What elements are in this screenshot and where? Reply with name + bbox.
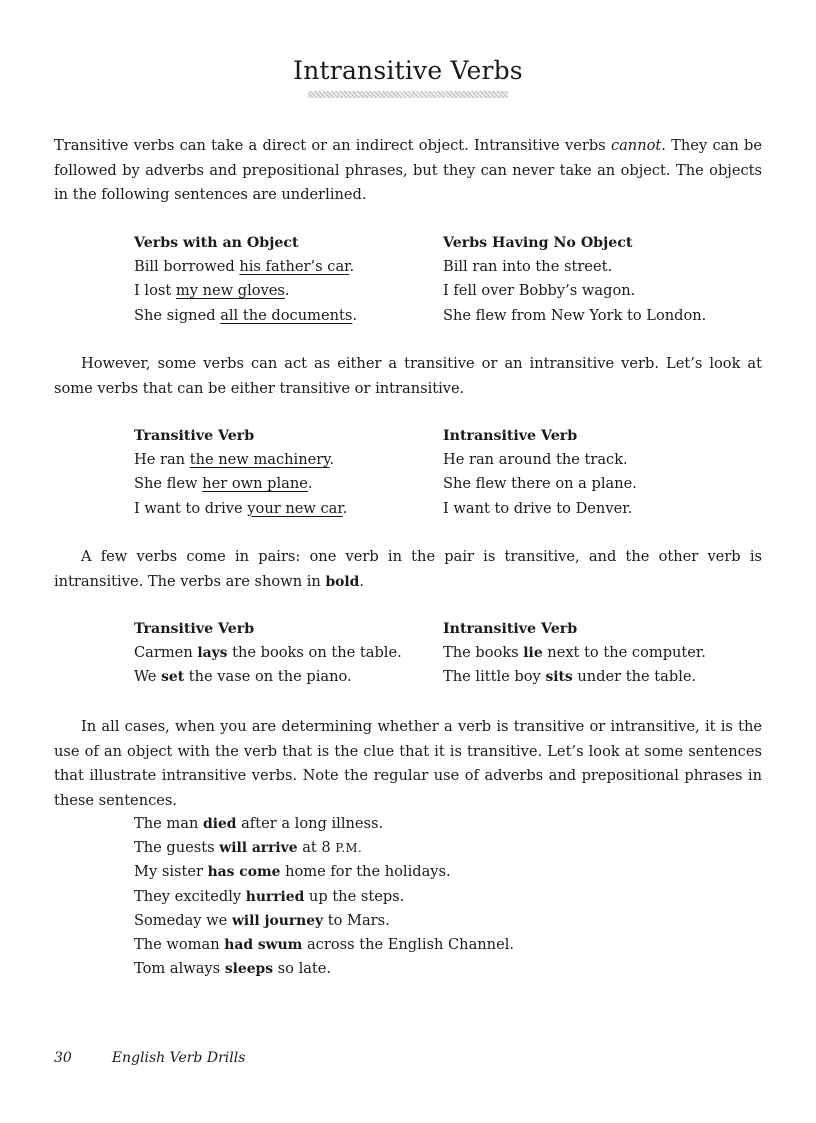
sentence-text: We — [134, 668, 162, 686]
list-item — [134, 885, 514, 909]
underlined-object: my new gloves — [175, 282, 285, 300]
left-column — [134, 231, 357, 328]
sentence-text: Carmen — [134, 644, 198, 662]
intro-text-2: . They can be followed by adverbs and prepositional phrases, but they can never take an object. The objects in the following sentences are underlined. — [54, 137, 762, 204]
sentence-text: He ran — [134, 451, 190, 469]
sentence-end: the books on the table. — [227, 644, 402, 662]
list-item — [134, 860, 514, 884]
column-heading: Transitive Verb — [134, 428, 255, 444]
sentence-text: She flew — [134, 475, 203, 493]
page-number: 30 — [54, 1050, 72, 1066]
sentence-end: under the table. — [572, 668, 697, 686]
intransitive-examples-list — [134, 812, 514, 981]
sentence-end: the vase on the piano. — [184, 668, 352, 686]
sentence-text: The guests — [134, 839, 220, 857]
list-item — [134, 957, 514, 981]
bold-verb: lie — [523, 645, 543, 662]
sentence-end: after a long illness. — [236, 815, 384, 832]
book-title: English Verb Drills — [111, 1050, 246, 1066]
paragraph-verb-pairs — [54, 545, 762, 594]
sentence-end: . — [349, 258, 355, 276]
example-sentence: She flew there on a plane. — [443, 475, 637, 493]
example-sentence — [443, 641, 706, 665]
bold-verb: hurried — [245, 888, 305, 905]
sentence-end: so late. — [273, 960, 332, 978]
example-sentence: I fell over Bobby’s wagon. — [443, 282, 636, 300]
example-sentence: He ran around the track. — [443, 451, 628, 469]
bold-word: bold — [325, 573, 360, 590]
intro-text-1: Transitive verbs can take a direct or an indirect object. Intransitive verbs — [54, 137, 611, 154]
example-sentence — [443, 665, 706, 689]
example-sentence: I want to drive to Denver. — [443, 499, 633, 517]
paragraph-all-cases: In all cases, when you are determining whether a verb is transitive or intransitive, it is the use of an object with the verb that is the clue that it is transitive. Let’s look at some sentences that illustrate intransitive verbs. Note the regular use of adverbs and prepositional phrases in these sentences. — [54, 718, 762, 809]
list-item — [134, 909, 514, 933]
list-item — [134, 933, 514, 957]
page-title: Intransitive Verbs — [293, 56, 523, 85]
left-column — [134, 617, 402, 690]
column-heading: Intransitive Verb — [443, 428, 578, 444]
intro-paragraph — [54, 134, 762, 208]
example-sentence — [134, 448, 347, 472]
underlined-object: his father’s car — [239, 258, 350, 276]
paragraph-either-verbs: However, some verbs can act as either a transitive or an intransitive verb. Let’s look at some verbs that can be either transitive or intransitive. — [54, 355, 762, 397]
right-column — [443, 617, 706, 690]
paragraph-text: A few verbs come in pairs: one verb in the pair is transitive, and the other verb is intransitive. The verbs are shown in — [54, 548, 762, 590]
sentence-text: She signed — [134, 306, 221, 324]
example-sentence — [134, 641, 402, 665]
bold-verb: lays — [197, 645, 228, 662]
paragraph-end: . — [359, 572, 364, 590]
bold-verb: will arrive — [219, 840, 298, 857]
bold-verb: has come — [207, 864, 281, 881]
sentence-end: . — [352, 306, 357, 324]
right-column — [443, 231, 706, 328]
column-heading: Verbs with an Object — [134, 235, 299, 251]
example-sentence — [134, 472, 347, 496]
title-decorative-rule — [308, 91, 508, 98]
sentence-text: The man — [134, 815, 203, 832]
bold-verb: will journey — [231, 912, 324, 929]
sentence-text: They excitedly — [134, 887, 246, 905]
column-heading: Intransitive Verb — [443, 621, 578, 637]
page-footer — [54, 1050, 245, 1066]
sentence-end: at 8 — [297, 839, 336, 857]
sentence-end: . — [342, 499, 348, 517]
underlined-object: the new machinery — [189, 451, 330, 469]
sentence-end: . — [329, 451, 335, 469]
column-heading: Verbs Having No Object — [443, 235, 633, 251]
bold-verb: sleeps — [224, 961, 274, 978]
left-column — [134, 424, 347, 521]
example-sentence — [134, 279, 357, 303]
sentence-end: . — [307, 475, 313, 493]
bold-verb: set — [161, 669, 185, 686]
sentence-text: Tom always — [134, 960, 225, 978]
underlined-object: your new car — [247, 499, 343, 517]
example-sentence — [134, 255, 357, 279]
intro-emphasis: cannot — [610, 137, 662, 154]
example-sentence — [134, 497, 347, 521]
sentence-end: to Mars. — [323, 911, 390, 929]
list-item — [134, 836, 514, 860]
column-heading: Transitive Verb — [134, 621, 255, 637]
bold-verb: sits — [545, 669, 573, 686]
underlined-object: all the documents — [220, 306, 353, 324]
example-sentence: Bill ran into the street. — [443, 258, 613, 276]
example-sentence — [134, 304, 357, 328]
sentence-text: Someday we — [134, 911, 232, 929]
sentence-end: home for the holidays. — [280, 863, 451, 881]
time-abbreviation: P.M. — [335, 841, 363, 856]
example-sentence: She flew from New York to London. — [443, 306, 707, 324]
sentence-text: I lost — [134, 282, 176, 300]
underlined-object: her own plane — [202, 475, 308, 493]
sentence-end: . — [284, 282, 290, 300]
sentence-end: across the English Channel. — [302, 936, 515, 954]
bold-verb: had swum — [224, 937, 303, 954]
list-item — [134, 812, 514, 836]
sentence-text: The little boy — [443, 668, 546, 686]
sentence-end: up the steps. — [304, 887, 405, 905]
sentence-text: My sister — [134, 863, 208, 881]
sentence-text: The woman — [134, 936, 225, 954]
sentence-text: The books — [443, 644, 524, 662]
example-sentence — [134, 665, 402, 689]
sentence-end: next to the computer. — [542, 644, 706, 662]
bold-verb: died — [203, 816, 237, 832]
right-column — [443, 424, 637, 521]
sentence-text: I want to drive — [134, 499, 248, 517]
sentence-text: Bill borrowed — [134, 258, 240, 276]
